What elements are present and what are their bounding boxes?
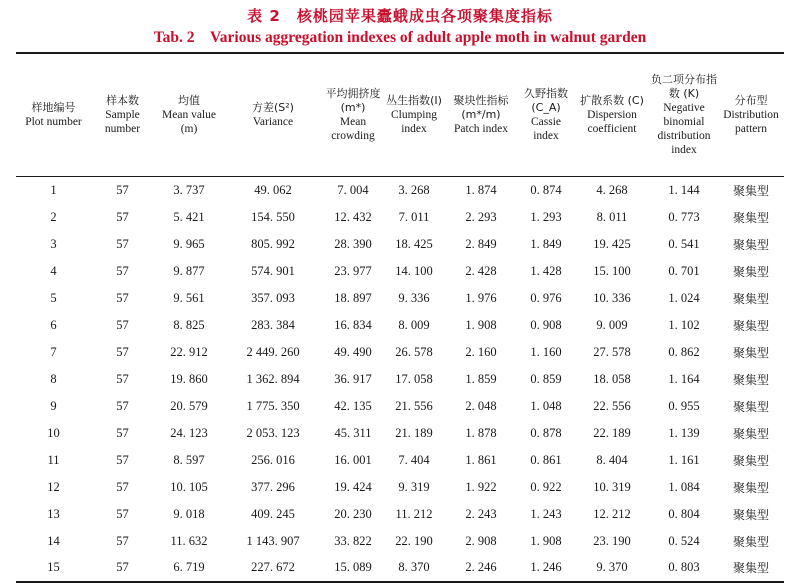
distribution-pattern-cell: 聚集型	[732, 399, 769, 414]
distribution-pattern-cell: 聚集型	[732, 507, 769, 522]
header-en: Patch index	[454, 123, 508, 135]
patch-index-cell: 2. 160	[465, 344, 497, 359]
table-row	[16, 177, 784, 204]
header-variance	[224, 53, 322, 177]
mean-crowding-cell: 7. 004	[337, 182, 369, 197]
variance-cell: 227. 672	[251, 560, 295, 574]
negative-binomial-index-cell: 0. 804	[668, 506, 700, 521]
dispersion-coefficient-cell: 19. 425	[593, 236, 631, 251]
clumping-index-cell: 8. 370	[398, 560, 430, 574]
distribution-pattern-cell: 聚集型	[732, 372, 769, 387]
sample-number-cell: 57	[116, 533, 129, 548]
variance-cell: 283. 384	[251, 317, 295, 332]
header-plot-number	[16, 53, 91, 177]
distribution-pattern-cell: 聚集型	[732, 237, 769, 252]
variance-cell: 1 143. 907	[246, 533, 300, 548]
header-mean-crowding	[322, 53, 384, 177]
mean-value-cell: 10. 105	[170, 479, 208, 494]
header-clumping-index	[384, 53, 444, 177]
dispersion-coefficient-cell: 23. 190	[593, 533, 631, 548]
cassie-index-cell: 1. 246	[530, 560, 562, 574]
negative-binomial-index-cell: 0. 862	[668, 344, 700, 359]
header-distribution-pattern	[718, 53, 784, 177]
mean-value-cell: 24. 123	[170, 425, 208, 440]
dispersion-coefficient-cell: 8. 011	[596, 209, 628, 224]
mean-crowding-cell: 28. 390	[334, 236, 372, 251]
variance-cell: 409. 245	[251, 506, 295, 521]
cassie-index-cell: 0. 878	[530, 425, 562, 440]
clumping-index-cell: 8. 009	[398, 317, 430, 332]
sample-number-cell: 57	[116, 317, 129, 332]
distribution-pattern-cell: 聚集型	[732, 183, 769, 198]
table-row	[16, 474, 784, 501]
plot-number-cell: 8	[50, 371, 57, 386]
clumping-index-cell: 14. 100	[395, 263, 433, 278]
distribution-pattern-cell: 聚集型	[732, 264, 769, 279]
sample-number-cell: 57	[116, 452, 129, 467]
header-en: Negative binomial distribution index	[657, 102, 711, 156]
table-header-row	[16, 53, 784, 177]
cassie-index-cell: 0. 908	[530, 317, 562, 332]
sample-number-cell: 57	[116, 182, 129, 197]
mean-value-cell: 19. 860	[170, 371, 208, 386]
variance-cell: 49. 062	[254, 182, 292, 197]
variance-cell: 2 449. 260	[246, 344, 300, 359]
header-cn: 分布型	[734, 94, 768, 107]
table-row	[16, 312, 784, 339]
distribution-pattern-cell: 聚集型	[732, 561, 769, 575]
header-cn: 方差(S²)	[252, 101, 294, 114]
sample-number-cell: 57	[116, 236, 129, 251]
variance-cell: 2 053. 123	[246, 425, 300, 440]
header-cn: 样本数	[106, 94, 139, 107]
sample-number-cell: 57	[116, 371, 129, 386]
sample-number-cell: 57	[116, 290, 129, 305]
patch-index-cell: 2. 428	[465, 263, 497, 278]
distribution-pattern-cell: 聚集型	[732, 210, 769, 225]
plot-number-cell: 9	[50, 398, 57, 413]
cassie-index-cell: 1. 293	[530, 209, 562, 224]
plot-number-cell: 3	[50, 236, 57, 251]
mean-crowding-cell: 18. 897	[334, 290, 372, 305]
mean-value-cell: 22. 912	[170, 344, 208, 359]
clumping-index-cell: 21. 189	[395, 425, 433, 440]
cassie-index-cell: 0. 976	[530, 290, 562, 305]
dispersion-coefficient-cell: 27. 578	[593, 344, 631, 359]
table-row	[16, 204, 784, 231]
negative-binomial-index-cell: 0. 701	[668, 263, 700, 278]
mean-value-cell: 9. 018	[173, 506, 205, 521]
mean-value-cell: 9. 877	[173, 263, 205, 278]
negative-binomial-index-cell: 1. 139	[668, 425, 700, 440]
mean-value-cell: 20. 579	[170, 398, 208, 413]
dispersion-coefficient-cell: 8. 404	[596, 452, 628, 467]
negative-binomial-index-cell: 1. 161	[668, 452, 700, 467]
mean-value-cell: 8. 825	[173, 317, 205, 332]
mean-crowding-cell: 15. 089	[334, 560, 372, 574]
negative-binomial-index-cell: 0. 773	[668, 209, 700, 224]
clumping-index-cell: 11. 212	[395, 506, 433, 521]
patch-index-cell: 1. 878	[465, 425, 497, 440]
dispersion-coefficient-cell: 18. 058	[593, 371, 631, 386]
clumping-index-cell: 9. 336	[398, 290, 430, 305]
mean-crowding-cell: 16. 001	[334, 452, 372, 467]
dispersion-coefficient-cell: 9. 009	[596, 317, 628, 332]
plot-number-cell: 2	[50, 209, 57, 224]
dispersion-coefficient-cell: 22. 189	[593, 425, 631, 440]
cassie-index-cell: 1. 849	[530, 236, 562, 251]
plot-number-cell: 4	[50, 263, 57, 278]
sample-number-cell: 57	[116, 425, 129, 440]
plot-number-cell: 7	[50, 344, 57, 359]
cassie-index-cell: 1. 243	[530, 506, 562, 521]
plot-number-cell: 14	[47, 533, 60, 548]
variance-cell: 805. 992	[251, 236, 295, 251]
mean-crowding-cell: 36. 917	[334, 371, 372, 386]
table-row	[16, 231, 784, 258]
clumping-index-cell: 7. 404	[398, 452, 430, 467]
header-cn: 扩散系数 (C)	[580, 94, 644, 107]
header-cn: 负二项分布指数 (K)	[651, 73, 717, 100]
plot-number-cell: 10	[47, 425, 60, 440]
header-dispersion-coefficient	[574, 53, 650, 177]
plot-number-cell: 6	[50, 317, 57, 332]
mean-crowding-cell: 16. 834	[334, 317, 372, 332]
distribution-pattern-cell: 聚集型	[732, 480, 769, 495]
plot-number-cell: 15	[47, 560, 60, 574]
clumping-index-cell: 3. 268	[398, 182, 430, 197]
variance-cell: 377. 296	[251, 479, 295, 494]
header-sample-number	[91, 53, 154, 177]
patch-index-cell: 2. 243	[465, 506, 497, 521]
mean-value-cell: 9. 965	[173, 236, 205, 251]
header-cn: 聚块性指标 (m*/m)	[453, 94, 509, 121]
distribution-pattern-cell: 聚集型	[732, 534, 769, 549]
sample-number-cell: 57	[116, 560, 129, 574]
dispersion-coefficient-cell: 9. 370	[596, 560, 628, 574]
table-row	[16, 285, 784, 312]
negative-binomial-index-cell: 1. 144	[668, 182, 700, 197]
plot-number-cell: 5	[50, 290, 57, 305]
negative-binomial-index-cell: 1. 102	[668, 317, 700, 332]
dispersion-coefficient-cell: 4. 268	[596, 182, 628, 197]
patch-index-cell: 1. 859	[465, 371, 497, 386]
variance-cell: 574. 901	[251, 263, 295, 278]
variance-cell: 1 775. 350	[246, 398, 300, 413]
dispersion-coefficient-cell: 22. 556	[593, 398, 631, 413]
mean-value-cell: 5. 421	[173, 209, 205, 224]
header-en: Cassie index	[530, 116, 562, 142]
cassie-index-cell: 1. 048	[530, 398, 562, 413]
distribution-pattern-cell: 聚集型	[732, 426, 769, 441]
distribution-pattern-cell: 聚集型	[732, 345, 769, 360]
table-title-chinese: 表 2 核桃园苹果蠹蛾成虫各项聚集度指标	[247, 7, 553, 25]
variance-cell: 154. 550	[251, 209, 295, 224]
table-row	[16, 366, 784, 393]
table-row	[16, 420, 784, 447]
negative-binomial-index-cell: 1. 084	[668, 479, 700, 494]
clumping-index-cell: 18. 425	[395, 236, 433, 251]
mean-crowding-cell: 20. 230	[334, 506, 372, 521]
table-body	[16, 177, 784, 582]
mean-crowding-cell: 23. 977	[334, 263, 372, 278]
cassie-index-cell: 1. 908	[530, 533, 562, 548]
table-row	[16, 501, 784, 528]
clumping-index-cell: 9. 319	[398, 479, 430, 494]
sample-number-cell: 57	[116, 398, 129, 413]
sample-number-cell: 57	[116, 506, 129, 521]
mean-value-cell: 3. 737	[173, 182, 205, 197]
dispersion-coefficient-cell: 12. 212	[593, 506, 631, 521]
header-en: Mean value (m)	[162, 109, 216, 135]
negative-binomial-index-cell: 0. 955	[668, 398, 700, 413]
patch-index-cell: 1. 861	[465, 452, 497, 467]
plot-number-cell: 11	[47, 452, 60, 467]
header-cn: 均值	[178, 94, 200, 107]
plot-number-cell: 1	[50, 182, 57, 197]
header-en: Dispersion coefficient	[587, 109, 637, 135]
dispersion-coefficient-cell: 10. 319	[593, 479, 631, 494]
plot-number-cell: 12	[47, 479, 60, 494]
table-row	[16, 447, 784, 474]
patch-index-cell: 2. 246	[465, 560, 497, 574]
table-row	[16, 555, 784, 582]
mean-value-cell: 8. 597	[173, 452, 205, 467]
distribution-pattern-cell: 聚集型	[732, 318, 769, 333]
mean-crowding-cell: 45. 311	[334, 425, 372, 440]
table-row	[16, 258, 784, 285]
cassie-index-cell: 0. 859	[530, 371, 562, 386]
patch-index-cell: 1. 976	[465, 290, 497, 305]
cassie-index-cell: 0. 874	[530, 182, 562, 197]
dispersion-coefficient-cell: 15. 100	[593, 263, 631, 278]
sample-number-cell: 57	[116, 209, 129, 224]
table-row	[16, 339, 784, 366]
patch-index-cell: 2. 048	[465, 398, 497, 413]
dispersion-coefficient-cell: 10. 336	[593, 290, 631, 305]
patch-index-cell: 2. 849	[465, 236, 497, 251]
mean-crowding-cell: 33. 822	[334, 533, 372, 548]
variance-cell: 357. 093	[251, 290, 295, 305]
sample-number-cell: 57	[116, 344, 129, 359]
patch-index-cell: 2. 908	[465, 533, 497, 548]
mean-value-cell: 11. 632	[170, 533, 208, 548]
clumping-index-cell: 17. 058	[395, 371, 433, 386]
mean-crowding-cell: 12. 432	[334, 209, 372, 224]
distribution-pattern-cell: 聚集型	[732, 453, 769, 468]
header-cn: 久野指数 (C_A)	[524, 87, 568, 114]
negative-binomial-index-cell: 0. 541	[668, 236, 700, 251]
header-cassie-index	[518, 53, 574, 177]
header-en: Variance	[252, 116, 294, 128]
header-negative-binomial-index	[650, 53, 718, 177]
sample-number-cell: 57	[116, 263, 129, 278]
sample-number-cell: 57	[116, 479, 129, 494]
table-row	[16, 393, 784, 420]
header-cn: 丛生指数(I)	[386, 94, 442, 107]
plot-number-cell: 13	[47, 506, 60, 521]
negative-binomial-index-cell: 1. 164	[668, 371, 700, 386]
mean-crowding-cell: 19. 424	[334, 479, 372, 494]
header-en: Plot number	[25, 116, 82, 128]
table-row	[16, 528, 784, 555]
mean-crowding-cell: 49. 490	[334, 344, 372, 359]
cassie-index-cell: 0. 922	[530, 479, 562, 494]
header-mean-value	[154, 53, 224, 177]
patch-index-cell: 1. 908	[465, 317, 497, 332]
clumping-index-cell: 22. 190	[395, 533, 433, 548]
mean-value-cell: 6. 719	[173, 560, 205, 574]
patch-index-cell: 2. 293	[465, 209, 497, 224]
variance-cell: 1 362. 894	[246, 371, 300, 386]
header-en: Clumping index	[390, 109, 437, 135]
patch-index-cell: 1. 874	[465, 182, 497, 197]
table-title-english: Tab. 2 Various aggregation indexes of adult apple moth in walnut garden	[153, 29, 647, 46]
mean-crowding-cell: 42. 135	[334, 398, 372, 413]
aggregation-index-table	[16, 52, 784, 583]
clumping-index-cell: 21. 556	[395, 398, 433, 413]
negative-binomial-index-cell: 0. 803	[668, 560, 700, 574]
negative-binomial-index-cell: 0. 524	[668, 533, 700, 548]
header-en: Distribution pattern	[723, 109, 779, 135]
negative-binomial-index-cell: 1. 024	[668, 290, 700, 305]
clumping-index-cell: 7. 011	[398, 209, 430, 224]
variance-cell: 256. 016	[251, 452, 295, 467]
header-cn: 样地编号	[31, 101, 76, 114]
cassie-index-cell: 0. 861	[530, 452, 562, 467]
header-cn: 平均拥挤度 (m*)	[325, 87, 381, 114]
patch-index-cell: 1. 922	[465, 479, 497, 494]
cassie-index-cell: 1. 428	[530, 263, 562, 278]
cassie-index-cell: 1. 160	[530, 344, 562, 359]
header-patch-index	[444, 53, 518, 177]
mean-value-cell: 9. 561	[173, 290, 205, 305]
header-en: Mean crowding	[331, 116, 375, 142]
distribution-pattern-cell: 聚集型	[732, 291, 769, 306]
header-en: Sample number	[104, 109, 141, 135]
clumping-index-cell: 26. 578	[395, 344, 433, 359]
